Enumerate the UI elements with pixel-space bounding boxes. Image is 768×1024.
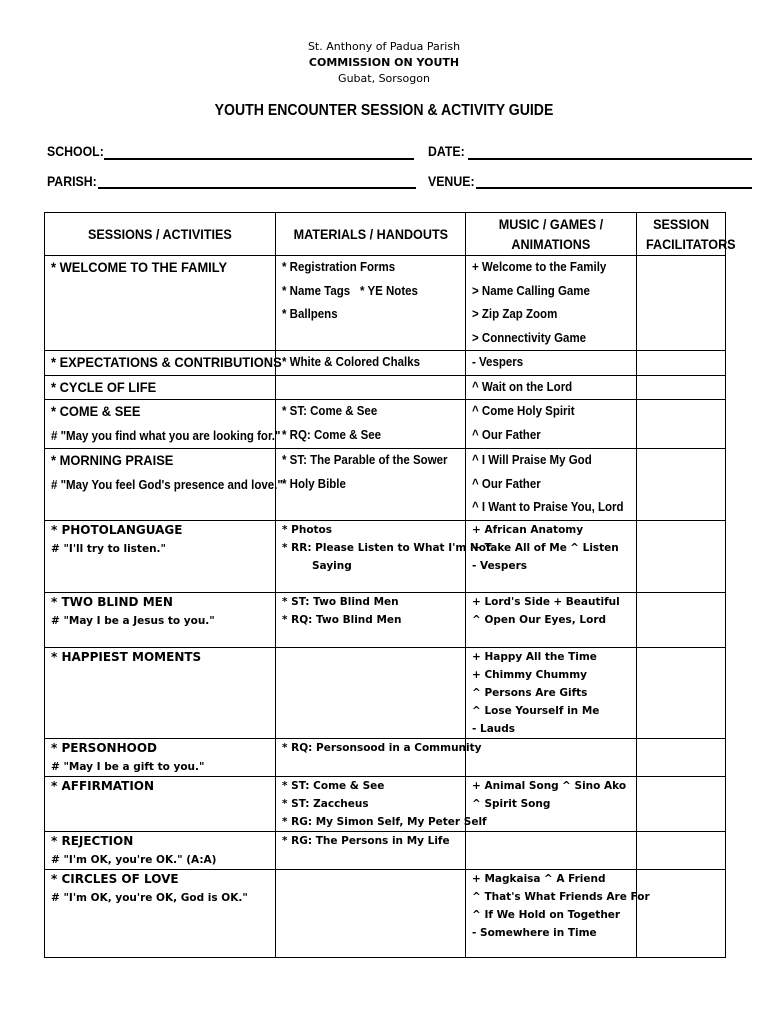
material-item: * RG: My Simon Self, My Peter Self <box>282 815 487 828</box>
table-row <box>45 869 726 957</box>
table-row <box>45 400 726 449</box>
music-item: + Magkaisa <box>472 872 541 885</box>
music-item: + Chimmy Chummy <box>472 668 587 681</box>
music-item: + Lord's Side <box>472 595 550 608</box>
music-item: ^ Come Holy Spirit <box>472 404 575 418</box>
music-item: - Lauds <box>472 722 516 735</box>
music-item: - Somewhere in Time <box>472 926 597 939</box>
table-row <box>45 256 726 351</box>
col-header-sessions: SESSIONS / ACTIVITIES <box>45 213 276 256</box>
music-item: ^ Wait on the Lord <box>472 379 573 394</box>
parish-field[interactable] <box>98 187 416 189</box>
music-item: + Take All of Me <box>472 541 567 554</box>
activity-title: * EXPECTATIONS & CONTRIBUTIONS <box>51 354 282 370</box>
col-header-facilitators: SESSION FACILITATORS <box>637 213 726 256</box>
music-item: ^ Our Father <box>472 427 541 442</box>
music-item: + Beautiful <box>553 595 620 608</box>
material-item: * ST: Come & See <box>282 779 385 792</box>
material-item: * White & Colored Chalks <box>282 355 421 369</box>
music-item: + Welcome to the Family <box>472 260 607 274</box>
activity-title: * COME & SEE <box>51 403 141 419</box>
material-item: * YE Notes <box>359 283 418 298</box>
music-item: + Happy All the Time <box>472 650 597 663</box>
facilitator-cell[interactable] <box>637 375 726 400</box>
activity-quote: # "I'm OK, you're OK, God is OK." <box>51 891 248 904</box>
table-row <box>45 647 726 738</box>
music-item: ^ Listen <box>570 541 619 554</box>
material-item: * ST: Come & See <box>282 404 378 418</box>
music-item: ^ I Want to Praise You, Lord <box>472 500 624 514</box>
facilitator-cell[interactable] <box>637 738 726 776</box>
music-item: > Name Calling Game <box>472 283 590 298</box>
activity-title: * TWO BLIND MEN <box>51 594 173 609</box>
activity-title: * CYCLE OF LIFE <box>51 378 157 395</box>
music-item: + African Anatomy <box>472 523 584 536</box>
table-row <box>45 351 726 376</box>
material-item: * RQ: Come & See <box>282 427 382 442</box>
material-item: * ST: Two Blind Men <box>282 595 399 608</box>
music-item: > Zip Zap Zoom <box>472 307 558 321</box>
music-item: ^ Our Father <box>472 476 541 491</box>
activity-quote: # "May I be a Jesus to you." <box>51 614 215 627</box>
activity-title: * AFFIRMATION <box>51 778 155 793</box>
parish-label: PARISH: <box>47 173 97 189</box>
material-item: * Ballpens <box>282 307 338 321</box>
music-item: ^ A Friend <box>543 872 606 885</box>
activity-title: * HAPPIEST MOMENTS <box>51 649 202 664</box>
music-item: - Vespers <box>472 559 528 572</box>
activity-title: * MORNING PRAISE <box>51 452 174 468</box>
material-item: * ST: The Parable of the Sower <box>282 453 448 467</box>
material-item: * RQ: Personsood in a Community <box>282 741 482 754</box>
facilitator-cell[interactable] <box>637 869 726 957</box>
music-item: ^ Sino Ako <box>562 779 627 792</box>
table-header-row <box>45 213 726 256</box>
parish-name: St. Anthony of Padua Parish <box>307 40 461 53</box>
activity-title: * PHOTOLANGUAGE <box>51 522 183 537</box>
music-item: ^ Open Our Eyes, Lord <box>472 613 607 626</box>
facilitator-cell[interactable] <box>637 449 726 521</box>
activity-title: * WELCOME TO THE FAMILY <box>51 259 228 275</box>
col-header-materials: MATERIALS / HANDOUTS <box>276 213 466 256</box>
material-item: * Registration Forms <box>282 260 396 274</box>
music-item: ^ Spirit Song <box>472 797 551 810</box>
material-item: * RG: The Persons in My Life <box>282 834 450 847</box>
commission-name: COMMISSION ON YOUTH <box>308 56 460 69</box>
music-item: ^ If We Hold on Together <box>472 908 621 921</box>
table-row <box>45 831 726 869</box>
music-item: ^ I Will Praise My God <box>472 453 592 467</box>
music-item: + Animal Song <box>472 779 559 792</box>
facilitator-cell[interactable] <box>637 400 726 449</box>
col-header-music: MUSIC / GAMES / ANIMATIONS <box>466 213 637 256</box>
table-row <box>45 375 726 400</box>
material-item: * Photos <box>282 523 333 536</box>
facilitator-cell[interactable] <box>637 831 726 869</box>
music-item: ^ Persons Are Gifts <box>472 686 588 699</box>
facilitator-cell[interactable] <box>637 647 726 738</box>
activity-quote: # "May You feel God's presence and love." <box>51 477 283 492</box>
music-item: - Vespers <box>472 355 524 369</box>
material-item: * Holy Bible <box>282 476 346 491</box>
facilitator-cell[interactable] <box>637 256 726 351</box>
facilitator-cell[interactable] <box>637 351 726 376</box>
date-field[interactable] <box>468 158 752 160</box>
music-item: > Connectivity Game <box>472 330 587 345</box>
facilitator-cell[interactable] <box>637 776 726 831</box>
material-item: * RQ: Two Blind Men <box>282 613 402 626</box>
facilitator-cell[interactable] <box>637 520 726 592</box>
school-label: SCHOOL: <box>47 143 104 159</box>
activity-quote: # "May I be a gift to you." <box>51 760 205 773</box>
activity-title: * PERSONHOOD <box>51 740 157 755</box>
table-row <box>45 449 726 521</box>
material-item: * ST: Zaccheus <box>282 797 369 810</box>
school-field[interactable] <box>104 158 414 160</box>
location: Gubat, Sorsogon <box>338 72 430 85</box>
activity-title: * REJECTION <box>51 833 134 848</box>
activity-quote: # "I'm OK, you're OK." (A:A) <box>51 853 217 866</box>
date-label: DATE: <box>428 143 465 159</box>
material-item: * Name Tags <box>282 283 351 298</box>
table-row <box>45 738 726 776</box>
table-row <box>45 592 726 647</box>
page-title: YOUTH ENCOUNTER SESSION & ACTIVITY GUIDE <box>214 102 554 119</box>
venue-label: VENUE: <box>428 173 475 189</box>
table-row <box>45 776 726 831</box>
facilitator-cell[interactable] <box>637 592 726 647</box>
material-item: * RR: Please Listen to What I'm Not <box>282 541 491 554</box>
table-row <box>45 520 726 592</box>
music-item: ^ That's What Friends Are For <box>472 890 650 903</box>
activity-quote: # "May you find what you are looking for." <box>51 428 281 443</box>
session-table <box>44 212 736 958</box>
music-item: ^ Lose Yourself in Me <box>472 704 600 717</box>
material-item: Saying <box>312 559 352 572</box>
activity-title: * CIRCLES OF LOVE <box>51 871 179 886</box>
activity-quote: # "I'll try to listen." <box>51 542 167 555</box>
venue-field[interactable] <box>476 187 752 189</box>
